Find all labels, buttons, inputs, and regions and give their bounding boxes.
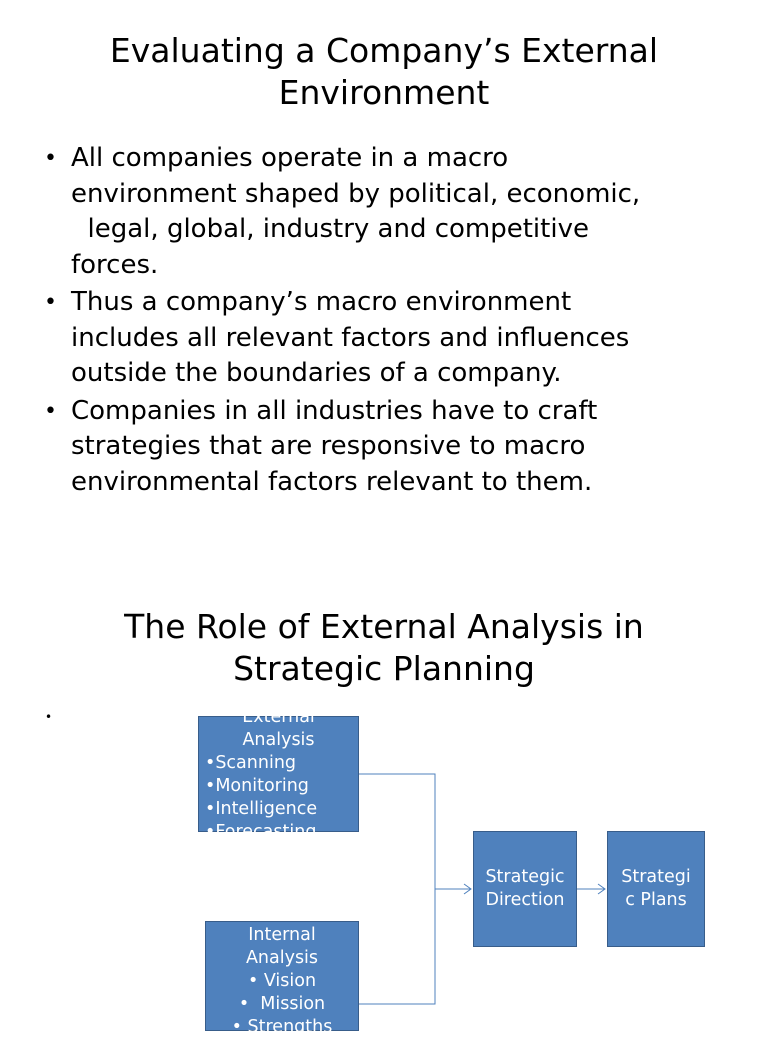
bullet-line: environmental factors relevant to them. (71, 466, 593, 497)
box-label-line: Strategi (621, 867, 691, 887)
box-label-line: Direction (485, 890, 565, 910)
arrowhead-direction (464, 884, 471, 894)
bullet-item (44, 141, 744, 283)
bullet-line: includes all relevant factors and influences (71, 322, 630, 353)
title-line: Environment (278, 73, 490, 112)
box-list-item: • Strengths (231, 1017, 333, 1037)
internal-analysis-box (205, 921, 359, 1037)
box-label-line: Strategic (485, 867, 565, 887)
strategic-direction-box (473, 831, 577, 947)
bullet-line: Companies in all industries have to craft (71, 395, 598, 426)
bullet-glyph: • (44, 398, 57, 424)
bullet-line: All companies operate in a macro (71, 143, 509, 173)
bullet-line: Thus a company’s macro environment (71, 287, 572, 317)
bullet-line: strategies that are responsive to macro (71, 431, 586, 461)
title-line: Evaluating a Company’s External (109, 31, 659, 70)
box-list-item: •Forecasting (205, 822, 317, 842)
connector-external (359, 774, 435, 889)
box-title-line: External (242, 707, 315, 727)
box-list-item: •Monitoring (205, 776, 309, 796)
box-list-item: •Scanning (205, 753, 297, 773)
bullet-item (44, 394, 744, 501)
bullet-line: forces. (71, 249, 159, 280)
strategic-plans-box (607, 831, 705, 947)
bullet-line: legal, global, industry and competitive (71, 214, 589, 244)
empty-bullet: • (45, 710, 53, 724)
slide-title-external-environment (0, 30, 768, 114)
box-label-line: c Plans (625, 890, 687, 910)
box-list-item: •Intelligence (205, 799, 318, 819)
arrowhead-plans (598, 884, 605, 894)
bullet-list (44, 141, 744, 502)
external-analysis-box (198, 707, 359, 842)
title-line: Strategic Planning (233, 649, 535, 688)
bullet-glyph: • (44, 290, 57, 315)
slide-title-role-of-external-analysis (0, 606, 768, 690)
box-list-item: • Vision (247, 971, 317, 991)
box-title-line: Analysis (245, 948, 319, 968)
bullet-line: environment shaped by political, economic, (71, 178, 641, 209)
title-line: The Role of External Analysis in (124, 607, 644, 646)
bullet-glyph: • (44, 146, 57, 171)
bullet-item (44, 285, 744, 392)
connector-internal (359, 889, 435, 1004)
box-title-line: Internal (248, 925, 316, 945)
bullet-line: outside the boundaries of a company. (71, 358, 562, 388)
box-list-item: • Mission (238, 994, 326, 1014)
box-title-line: Analysis (242, 730, 315, 750)
